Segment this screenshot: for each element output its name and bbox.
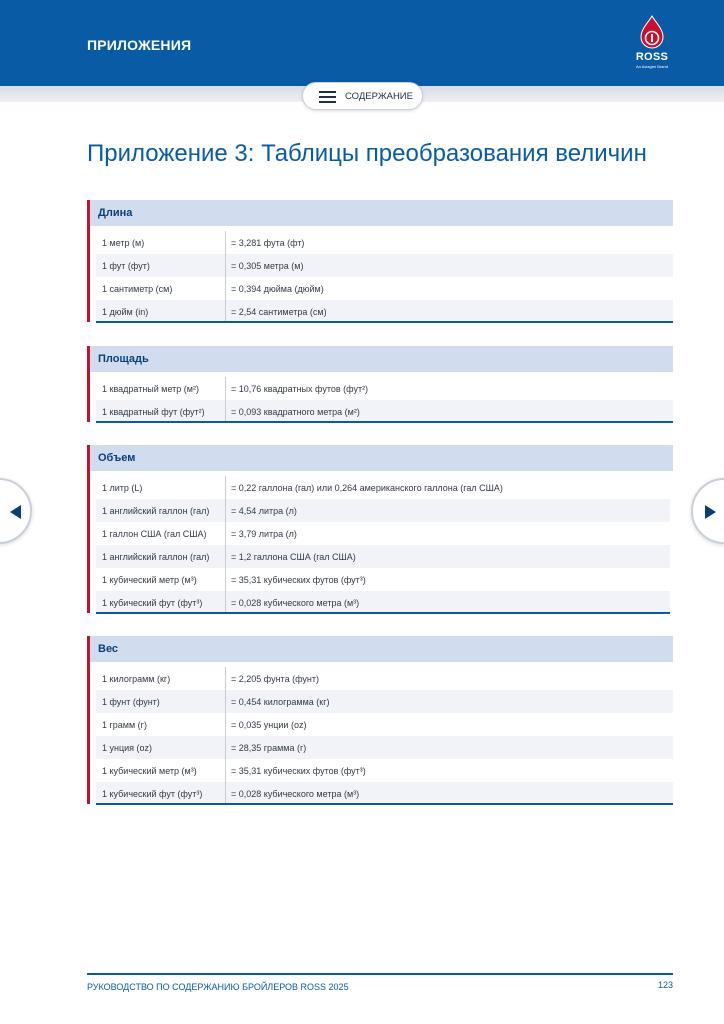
table-row [96, 713, 673, 736]
section-volume [87, 445, 673, 613]
section-length [87, 200, 673, 322]
unit-cell: 1 английский галлон (гал) [102, 506, 210, 516]
column-divider [225, 277, 226, 300]
table-row [96, 254, 673, 277]
unit-cell: 1 грамм (г) [102, 720, 147, 730]
table-row [96, 736, 673, 759]
column-divider [225, 667, 226, 690]
unit-cell: 1 квадратный фут (фут²) [102, 407, 205, 417]
table-row [96, 499, 670, 522]
table-row [96, 476, 670, 499]
section-header [90, 636, 673, 662]
value-cell: = 0,028 кубического метра (м³) [231, 598, 360, 608]
value-cell: = 10,76 квадратных футов (фут²) [231, 384, 369, 394]
table-bottom-rule [96, 321, 673, 323]
table-row [96, 759, 673, 782]
value-cell: = 35,31 кубических футов (фут³) [231, 575, 366, 585]
column-divider [225, 400, 226, 423]
table-bottom-rule [96, 803, 673, 805]
arrow-right-icon [705, 505, 716, 519]
column-divider [225, 545, 226, 568]
table-row [96, 377, 673, 400]
conversion-table [96, 476, 670, 614]
column-divider [225, 377, 226, 400]
table-row [96, 231, 673, 254]
unit-cell: 1 кубический фут (фут³) [102, 789, 203, 799]
value-cell: = 1,2 галлона США (гал США) [231, 552, 356, 562]
section-header [90, 445, 673, 471]
value-cell: = 4,54 литра (л) [231, 506, 297, 516]
value-cell: = 3,281 фута (фт) [231, 238, 305, 248]
column-divider [225, 522, 226, 545]
value-cell: = 35,31 кубических футов (фут³) [231, 766, 366, 776]
unit-cell: 1 английский галлон (гал) [102, 552, 210, 562]
table-row [96, 545, 670, 568]
table-bottom-rule [96, 612, 670, 614]
table-row [96, 591, 670, 614]
conversion-table [96, 377, 673, 423]
column-divider [225, 499, 226, 522]
value-cell: = 0,093 квадратного метра (м²) [231, 407, 360, 417]
value-cell: = 28,35 грамма (г) [231, 743, 307, 753]
section-weight [87, 636, 673, 804]
footer-rule [87, 973, 673, 975]
value-cell: = 0,394 дюйма (дюйм) [231, 284, 324, 294]
column-divider [225, 759, 226, 782]
menu-icon [319, 91, 336, 103]
column-divider [225, 254, 226, 277]
header-bar [0, 0, 724, 86]
unit-cell: 1 унция (oz) [102, 743, 153, 753]
section-header [90, 346, 673, 372]
table-row [96, 300, 673, 323]
column-divider [225, 713, 226, 736]
section-title: ПРИЛОЖЕНИЯ [87, 37, 192, 53]
column-divider [225, 568, 226, 591]
table-row [96, 782, 673, 805]
column-divider [225, 736, 226, 759]
unit-cell: 1 фунт (фунт) [102, 697, 160, 707]
value-cell: = 0,028 кубического метра (м³) [231, 789, 360, 799]
table-row [96, 690, 673, 713]
section-area [87, 346, 673, 422]
table-bottom-rule [96, 421, 673, 423]
section-title: Вес [98, 643, 119, 655]
column-divider [225, 591, 226, 614]
unit-cell: 1 сантиметр (см) [102, 284, 173, 294]
table-row [96, 277, 673, 300]
column-divider [225, 300, 226, 323]
next-page-button[interactable] [691, 478, 724, 544]
column-divider [225, 782, 226, 805]
section-title: Площадь [98, 353, 149, 365]
column-divider [225, 476, 226, 499]
unit-cell: 1 квадратный метр (м²) [102, 384, 199, 394]
table-row [96, 522, 670, 545]
logo-drop-icon [628, 14, 676, 54]
value-cell: = 3,79 литра (л) [231, 529, 297, 539]
section-title: Объем [98, 452, 136, 464]
logo-tagline: An Aviagen Brand [636, 64, 668, 69]
unit-cell: 1 галлон США (гал США) [102, 529, 207, 539]
table-row [96, 568, 670, 591]
value-cell: = 0,22 галлона (гал) или 0,264 американского галлона (гал США) [231, 483, 503, 493]
section-title: Длина [98, 207, 133, 219]
page-title: Приложение 3: Таблицы преобразования величин [87, 140, 647, 167]
unit-cell: 1 кубический фут (фут³) [102, 598, 203, 608]
unit-cell: 1 метр (м) [102, 238, 145, 248]
unit-cell: 1 килограмм (кг) [102, 674, 171, 684]
unit-cell: 1 кубический метр (м³) [102, 766, 197, 776]
value-cell: = 2,54 сантиметра (см) [231, 307, 327, 317]
contents-button[interactable] [302, 82, 423, 110]
unit-cell: 1 фут (фут) [102, 261, 150, 271]
footer-year: 2025 [328, 982, 349, 992]
column-divider [225, 231, 226, 254]
conversion-table [96, 231, 673, 323]
conversion-table [96, 667, 673, 805]
previous-page-button[interactable] [0, 478, 32, 544]
arrow-left-icon [10, 505, 21, 519]
unit-cell: 1 литр (L) [102, 483, 143, 493]
value-cell: = 0,305 метра (м) [231, 261, 304, 271]
unit-cell: 1 дюйм (in) [102, 307, 149, 317]
logo-wordmark: ROSS [635, 51, 669, 63]
page-number: 123 [657, 980, 673, 990]
ross-logo [628, 14, 676, 74]
value-cell: = 2,205 фунта (фунт) [231, 674, 319, 684]
table-row [96, 400, 673, 423]
footer-guide-name: РУКОВОДСТВО ПО СОДЕРЖАНИЮ БРОЙЛЕРОВ ROSS [87, 982, 327, 992]
section-header [90, 200, 673, 226]
value-cell: = 0,035 унции (oz) [231, 720, 307, 730]
column-divider [225, 690, 226, 713]
table-row [96, 667, 673, 690]
footer-title [87, 982, 349, 992]
value-cell: = 0,454 килограмма (кг) [231, 697, 330, 707]
contents-button-label: СОДЕРЖАНИЕ [345, 91, 413, 102]
unit-cell: 1 кубический метр (м³) [102, 575, 197, 585]
